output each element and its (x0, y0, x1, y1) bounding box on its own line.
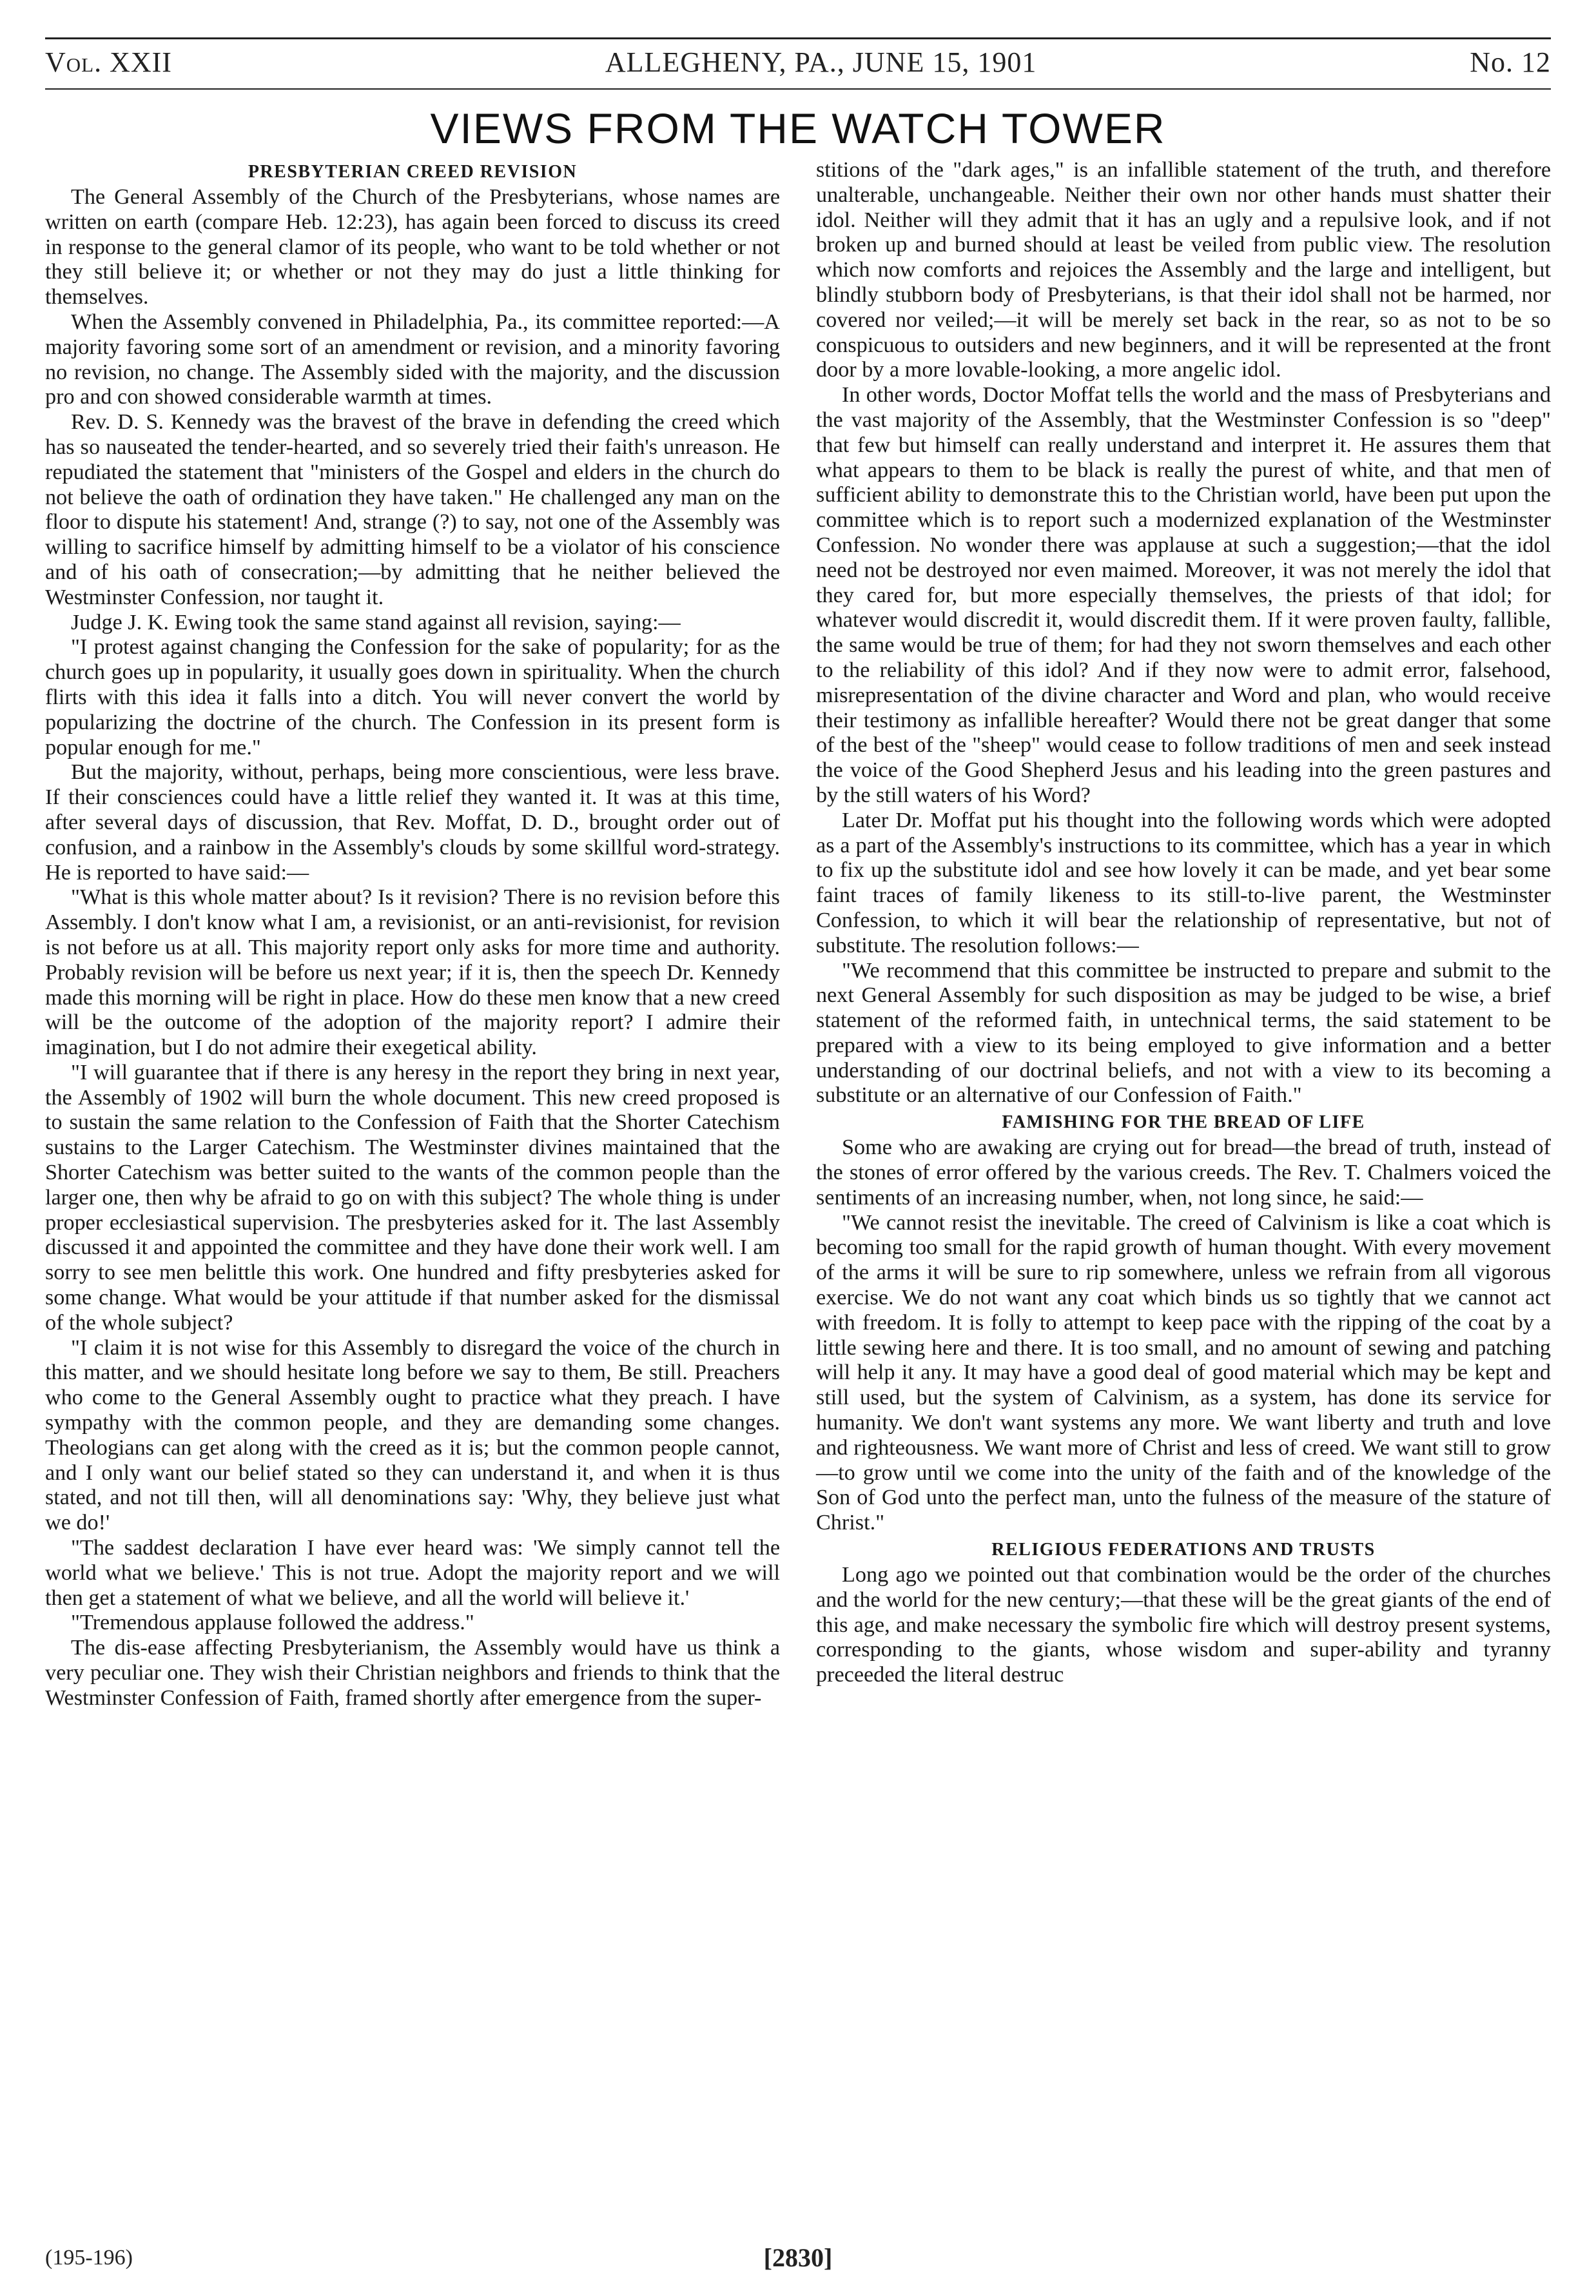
paragraph: "I claim it is not wise for this Assembly to disregard the voice of the church in this matter, and we should hesitate long before we say to them, Be still. Preachers who come to the General Assembly ought to practice what they preach. I have sympathy with the common people, and they are demanding some changes. Theologians can get along with the creed as it is; but the common people cannot, and I only want our belief stated so they can understand it, and when it is thus stated, and not till then, will all denominations say: 'Why, they believe just what we do!' (45, 1335, 780, 1535)
paragraph: "The saddest declaration I have ever heard was: 'We simply cannot tell the world what we believe.' This is not true. Adopt the majority report and we will then get a statement of what we believe, and all the world will believe it.' (45, 1536, 780, 1610)
page-footer (45, 2242, 1551, 2273)
dateline: ALLEGHENY, PA., JUNE 15, 1901 (605, 46, 1037, 78)
paragraph: Long ago we pointed out that combination would be the order of the churches and the world for the new century;—that these will be the great giants of the end of this age, and make necessary the symbolic fire which will destroy present systems, corresponding to the giants, whose wisdom and super-ability and tyranny preceeded the literal destruc (816, 1563, 1551, 1687)
right-column (816, 158, 1551, 1711)
volume-label: Vol. XXII (45, 46, 172, 78)
paragraph: "I will guarantee that if there is any heresy in the report they bring in next year, the Assembly of 1902 will burn the whole document. This new creed proposed is to sustain the same relation to the Confession of Faith that the Shorter Catechism sustains to the Larger Catechism. The Westminster divines maintained that the Shorter Catechism was better suited to the wants of the common people than the larger one, then why be afraid to go on with this subject? The whole thing is under proper ecclesiastical supervision. The presbyteries asked for it. The last Assembly discussed it and appointed the committee and they have done their work well. I am sorry to see men belittle this work. One hundred and fifty presbyteries asked for some change. What would be your attitude if that number asked for the dismissal of the whole subject? (45, 1060, 780, 1335)
section-heading: FAMISHING FOR THE BREAD OF LIFE (1002, 1112, 1365, 1133)
paragraph: "We cannot resist the inevitable. The creed of Calvinism is like a coat which is becoming too small for the rapid growth of human thought. With every movement of the arms it will be sure to rip somewhere, unless we refrain from all vigorous exercise. We do not want any coat which binds us so tightly that we cannot act with freedom. It is folly to attempt to keep pace with the ripping of the coat by a little sewing here and there. It is too small, and no amount of sewing and patching will help it any. It may have a good deal of good material which may be kept and still used, but the system of Calvinism, as a system, has done its service for humanity. We don't want systems any more. We want liberty and truth and love and righteousness. We want more of Christ and less of creed. We want still to grow—to grow until we come into the unity of the faith and of the knowledge of the Son of God unto the perfect man, unto the fulness of the measure of the stature of Christ." (816, 1210, 1551, 1535)
paragraph: The General Assembly of the Church of the Presbyterians, whose names are written on earth (compare Heb. 12:23), has again been forced to discuss its creed in response to the general clamor of its people, who want to be told whether or not they still believe it; or whether or not they may do just a little thinking for themselves. (45, 185, 780, 309)
issue-number: No. 12 (1470, 46, 1551, 78)
paragraph: Later Dr. Moffat put his thought into the following words which were adopted as a part of the Assembly's instructions to its committee, which has a year in which to fix up the substitute idol and see how lovely it can be made, and yet bear some faint traces of family likeness to its still-to-live parent, the Westminster Confession, to which it will bear the relationship of representative, but not of substitute. The resolution follows:— (816, 808, 1551, 957)
paragraph: In other words, Doctor Moffat tells the world and the mass of Presbyterians and the vast majority of the Assembly, that the Westminster Confession is so "deep" that few but himself can really understand and interpret it. He assures them that what appears to them to be black is really the purest of white, and that men of sufficient ability to demonstrate this to the Christian world, have been put upon the committee which is to report such a modernized explanation of the Westminster Confession. No wonder there was applause at such a suggestion;—that the idol need not be destroyed nor even maimed. Moreover, it was not merely the idol that they cared for, but more especially themselves, the priests of that idol; for whatever would discredit it, would discredit them. If it were proven faulty, fallible, the same would be true of them; for had they not sworn themselves and each other to the reliability of this idol? And if they now were to admit error, falsehood, misrepresentation of the divine character and Word and plan, who would receive their testimony as infallible hereafter? Would there not be great danger that some of the best of the "sheep" would cease to follow traditions of men and seek instead the voice of the Good Shepherd Jesus and his leading into the green pastures and by the still waters of his Word? (816, 383, 1551, 807)
header-rule-bottom (45, 88, 1551, 90)
paragraph: "Tremendous applause followed the address." (71, 1611, 474, 1635)
masthead (45, 39, 1551, 84)
paragraph: "What is this whole matter about? Is it revision? There is no revision before this Assembly. I don't know what I am, a revisionist, or an anti-revisionist, for revision is not before us at all. This majority report only asks for more time and authority. Probably revision will be before us next year; if it is, then the speech Dr. Kennedy made this morning will be right in place. How do these men know that a new creed will be the outcome of the adoption of the majority report? I admire their imagination, but I do not admire their exegetical ability. (45, 885, 780, 1060)
left-column (45, 158, 780, 1711)
page-range: (195-196) (45, 2245, 133, 2270)
paragraph: But the majority, without, perhaps, being more conscientious, were less brave. If their consciences could have a little relief they wanted it. It was at this time, after several days of discussion, that Rev. Moffat, D. D., brought order out of confusion, and a rainbow in the Assembly's clouds by some skillful word-strategy. He is reported to have said:— (45, 760, 780, 885)
folio-number: [2830] (763, 2243, 833, 2272)
paragraph: Rev. D. S. Kennedy was the bravest of the brave in defending the creed which has so nauseated the tender-hearted, and so severely tried their faith's unreason. He repudiated the statement that "ministers of the Gospel and elders in the church do not believe the oath of ordination they have taken." He challenged any man on the floor to dispute his statement! And, strange (?) to say, not one of the Assembly was willing to sacrifice himself by admitting himself to be a violator of his conscience and of his oath of consecration;—by admitting that he neither believed the Westminster Confession, nor taught it. (45, 410, 780, 609)
paragraph: "We recommend that this committee be instructed to prepare and submit to the next General Assembly for such disposition as may be judged to be wise, a brief statement of the reformed faith, in untechnical terms, the said statement to be prepared with a view to its being employed to give information and a better understanding of our doctrinal beliefs, and not with a view to its becoming a substitute or an alternative of our Confession of Faith." (816, 958, 1551, 1108)
section-heading: RELIGIOUS FEDERATIONS AND TRUSTS (991, 1540, 1376, 1560)
article-columns (45, 158, 1551, 1711)
paragraph: Some who are awaking are crying out for bread—the bread of truth, instead of the stones of error offered by the various creeds. The Rev. T. Chalmers voiced the sentiments of an increasing number, when, not long since, he said:— (816, 1135, 1551, 1210)
page-title: VIEWS FROM THE WATCH TOWER (430, 104, 1166, 152)
paragraph: Judge J. K. Ewing took the same stand against all revision, saying:— (71, 610, 681, 634)
paragraph: stitions of the "dark ages," is an infallible statement of the truth, and therefore unalterable, unchangeable. Neither their own nor other hands must shatter their idol. Neither will they admit that it has an ugly and a repulsive look, and if not broken up and burned should at least be veiled from public view. The resolution which now comforts and rejoices the Assembly and the large and intelligent, but blindly stubborn body of Presbyterians, is that their idol shall not be harmed, nor covered nor veiled;—it will be merely set back in the rear, so as not to be so conspicuous to outsiders and new beginners, and it will be represented at the front door by a more lovable-looking, a more angelic idol. (816, 158, 1551, 382)
paragraph: When the Assembly convened in Philadelphia, Pa., its committee reported:—A majority favoring some sort of an amendment or revision, and a minority favoring no revision, no change. The Assembly sided with the majority, and the discussion pro and con showed considerable warmth at times. (45, 309, 780, 409)
section-heading: PRESBYTERIAN CREED REVISION (248, 162, 578, 182)
paragraph: "I protest against changing the Confession for the sake of popularity; for as the church goes up in popularity, it usually goes down in spirituality. When the church flirts with this idea it falls into a ditch. You will never convert the world by popularizing the doctrine of the church. The Confession in its present form is popular enough for me." (45, 635, 780, 760)
paragraph: The dis-ease affecting Presbyterianism, the Assembly would have us think a very peculiar one. They wish their Christian neighbors and friends to think that the Westminster Confession of Faith, framed shortly after emergence from the super- (45, 1636, 780, 1710)
